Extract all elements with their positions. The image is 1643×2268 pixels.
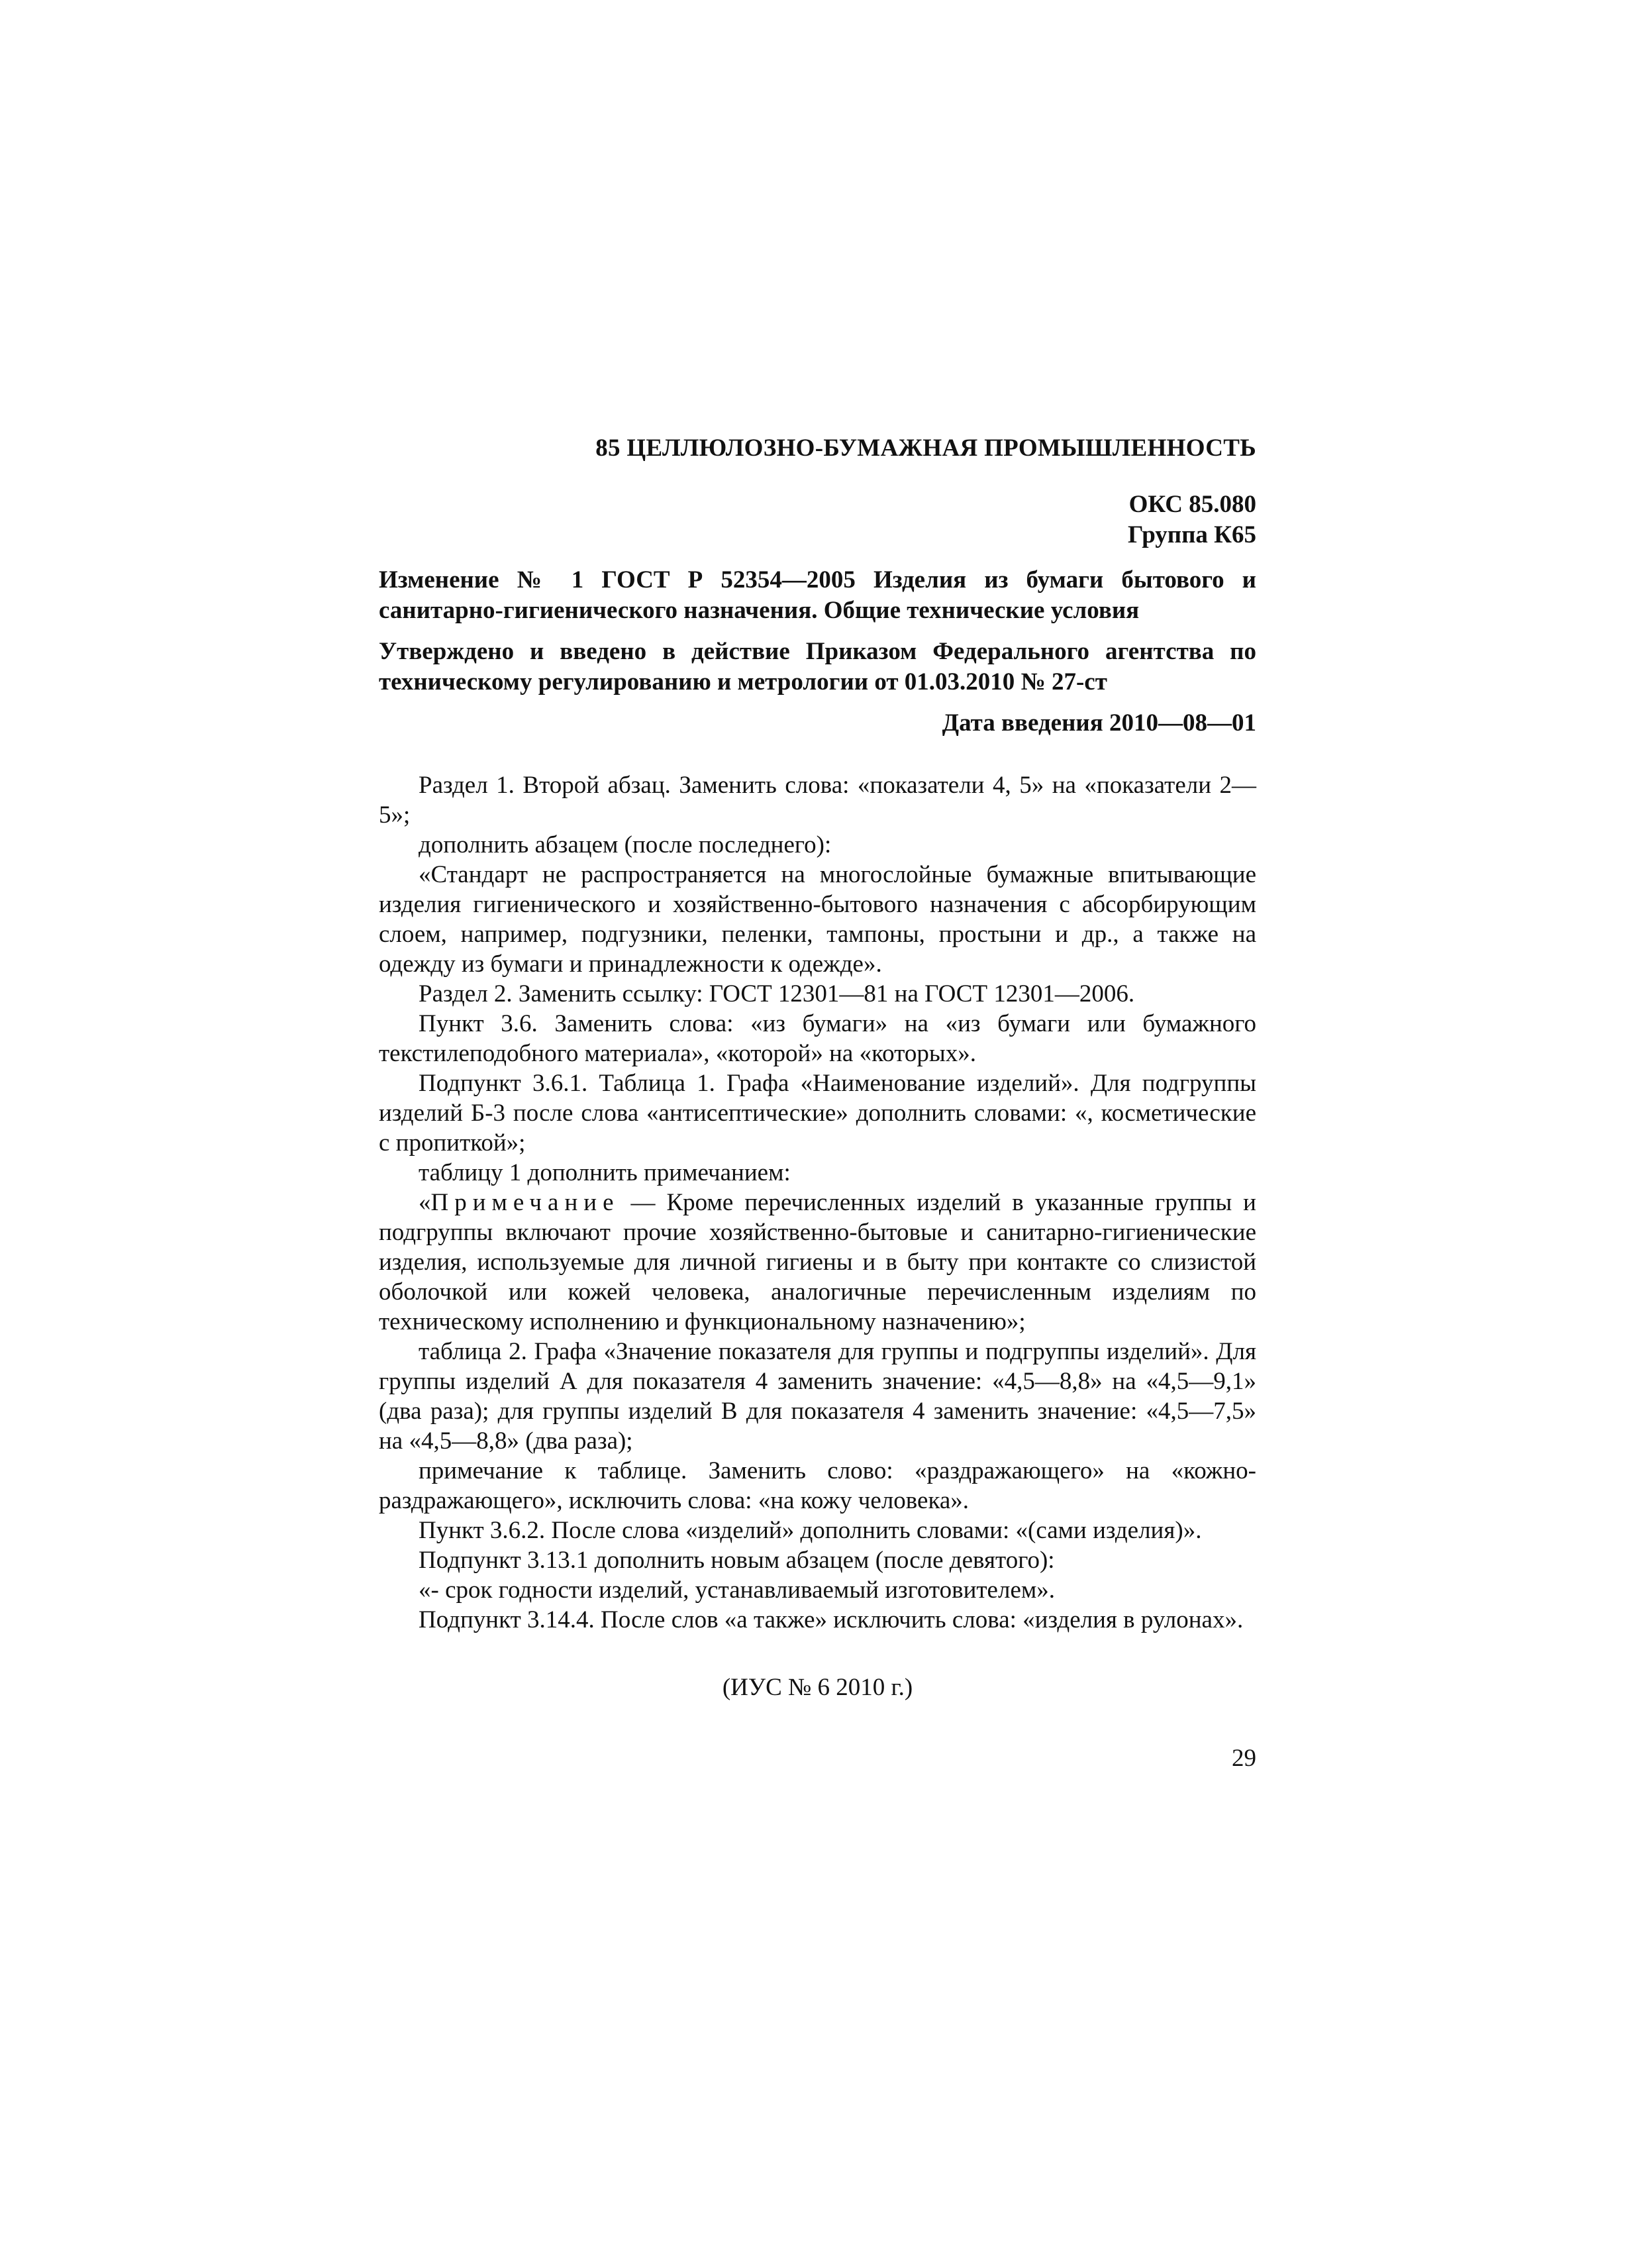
oks-code: ОКС 85.080 [1128, 491, 1256, 518]
note-open-quote: « [419, 1189, 431, 1216]
document-body [379, 770, 1256, 1635]
paragraph: Раздел 1. Второй абзац. Заменить слова: «показатели 4, 5» на «показатели 2—5»; [379, 772, 1256, 829]
paragraph: Пункт 3.6. Заменить слова: «из бумаги» на «из бумаги или бумажного текстилеподобного материала», «которой» на «которых». [379, 1010, 1256, 1067]
note-label: Примечание [430, 1189, 620, 1216]
paragraph: Подпункт 3.14.4. После слов «а также» исключить слова: «изделия в рулонах». [419, 1606, 1244, 1633]
note-text: — Кроме перечисленных изделий в указанные группы и подгруппы включают прочие хозяйственно-бытовые и санитарно-гигиенические изделия, используемые для личной гигиены и в быту при контакте со слизистой оболочкой или кожей человека, аналогичные перечисленным изделиям по техническому исполнению и функциональному назначению»; [379, 1189, 1256, 1335]
page-number: 29 [1232, 1745, 1256, 1772]
paragraph: примечание к таблице. Заменить слово: «раздражающего» на «кожно-раздражающего», исключить слова: «на кожу человека». [379, 1457, 1256, 1514]
note-paragraph [379, 1188, 1256, 1337]
classification-codes [379, 490, 1256, 550]
approval-statement: Утверждено и введено в действие Приказом Федерального агентства по техническому регулированию и метрологии от 01.03.2010 № 27-ст [379, 638, 1256, 696]
paragraph: таблица 2. Графа «Значение показателя для группы и подгруппы изделий». Для группы изделий А для показателя 4 заменить значение: «4,5—8,8» на «4,5—9,1» (два раза); для группы изделий В для показателя 4 заменить значение: «4,5—7,5» на «4,5—8,8» (два раза); [379, 1338, 1256, 1455]
document-page [379, 434, 1256, 1773]
section-title: 85 ЦЕЛЛЮЛОЗНО-БУМАЖНАЯ ПРОМЫШЛЕННОСТЬ [595, 435, 1256, 462]
paragraph: Раздел 2. Заменить ссылку: ГОСТ 12301—81 на ГОСТ 12301—2006. [419, 980, 1135, 1007]
paragraph: таблицу 1 дополнить примечанием: [419, 1159, 791, 1186]
paragraph: Пункт 3.6.2. После слова «изделий» дополнить словами: «(сами изделия)». [419, 1517, 1202, 1544]
change-title: Изменение № 1 ГОСТ Р 52354—2005 Изделия из бумаги бытового и санитарно-гигиенического назначения. Общие технические условия [379, 566, 1256, 624]
source-reference: (ИУС № 6 2010 г.) [722, 1674, 913, 1701]
paragraph: «- срок годности изделий, устанавливаемый изготовителем». [419, 1576, 1056, 1604]
effective-date: Дата введения 2010—08—01 [942, 709, 1256, 737]
paragraph: «Стандарт не распространяется на многослойные бумажные впитывающие изделия гигиенического и хозяйственно-бытового назначения с абсорбирующим слоем, например, подгузники, пеленки, тампоны, простыни и др., а также на одежду из бумаги и принадлежности к одежде». [379, 861, 1256, 978]
paragraph: Подпункт 3.13.1 дополнить новым абзацем (после девятого): [419, 1547, 1055, 1574]
paragraph: дополнить абзацем (после последнего): [419, 831, 832, 858]
paragraph: Подпункт 3.6.1. Таблица 1. Графа «Наименование изделий». Для подгруппы изделий Б-3 после слова «антисептические» дополнить словами: «, косметические с пропиткой»; [379, 1070, 1256, 1157]
group-code: Группа К65 [1127, 521, 1256, 548]
